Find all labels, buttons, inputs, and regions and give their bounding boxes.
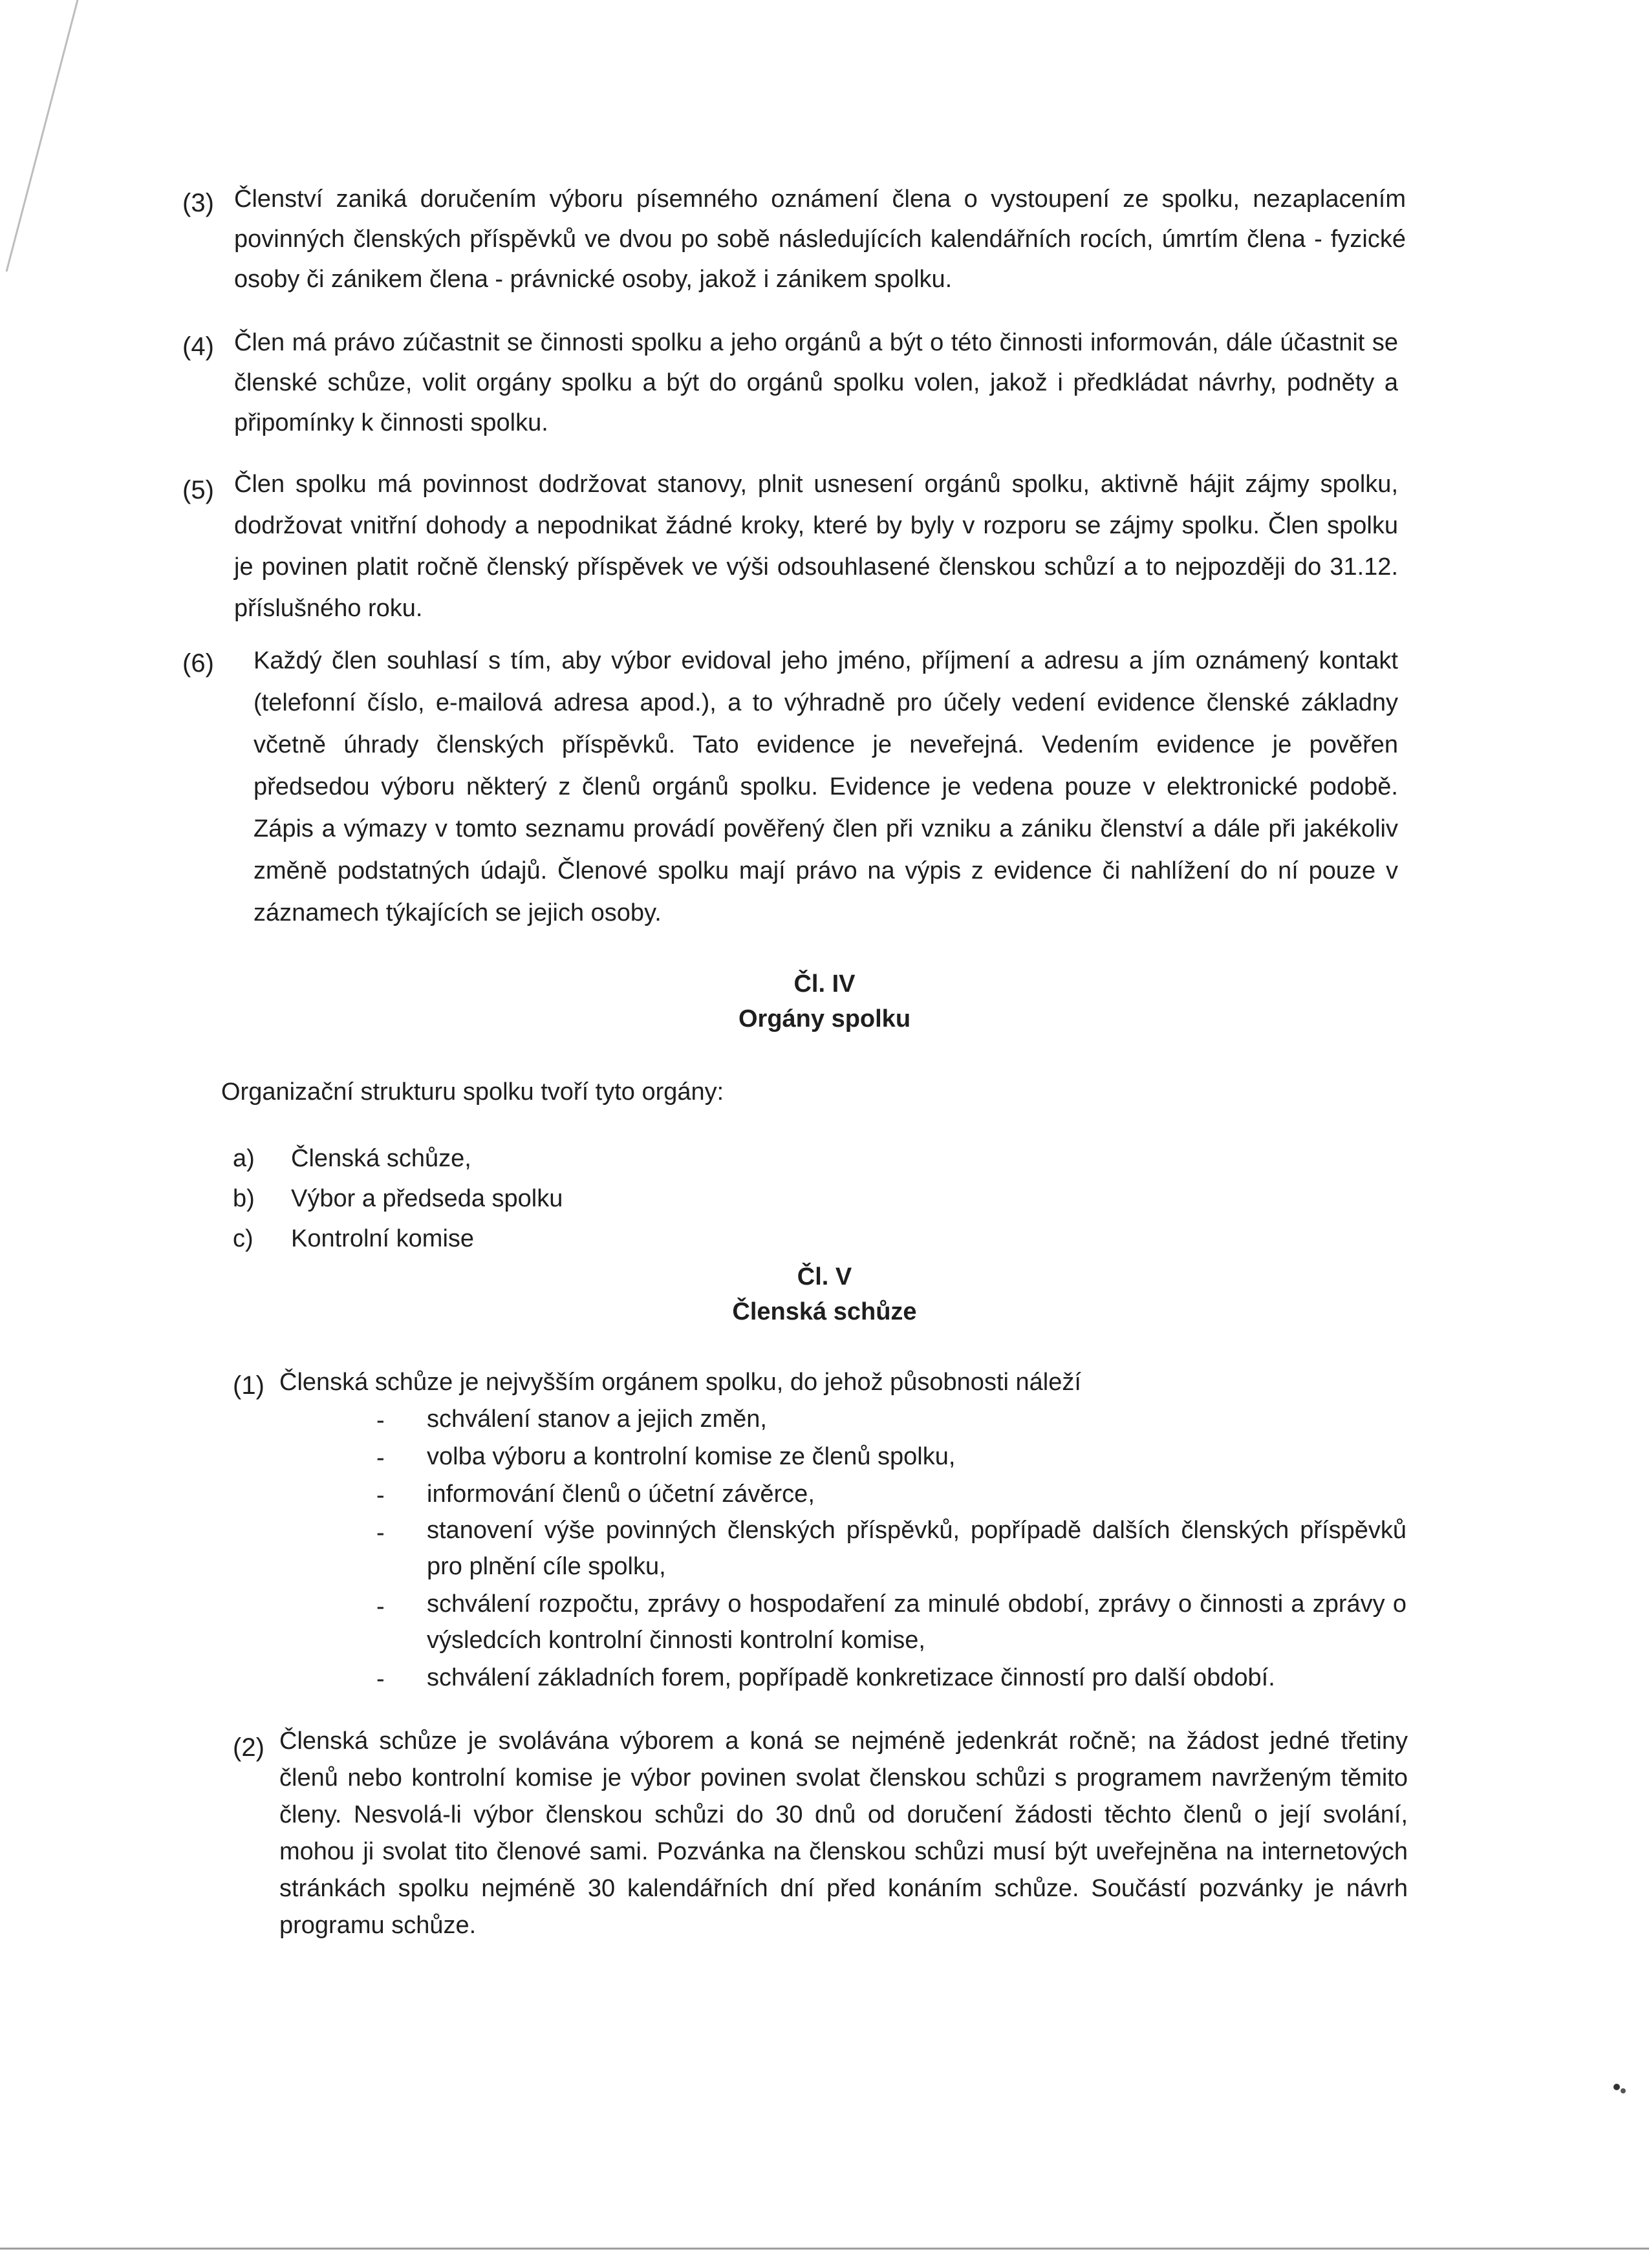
list-item <box>233 1219 474 1259</box>
list-letter: c) <box>233 1225 253 1252</box>
list-item <box>233 1139 471 1179</box>
paragraph-number: (5) <box>182 476 214 504</box>
article-4-number: Čl. IV <box>793 970 856 998</box>
list-item: schválení stanov a jejich změn, <box>427 1406 767 1433</box>
paragraph-4: Člen má právo zúčastnit se činnosti spolku a jeho orgánů a být o této činnosti informován, dále účastnit se členské schůze, volit orgány spolku a být do orgánů spolku volen, jakož i předkládat návrhy, podněty a připomínky k činnosti spolku. <box>234 329 1398 436</box>
paragraph-5: Člen spolku má povinnost dodržovat stanovy, plnit usnesení orgánů spolku, aktivně hájit zájmy spolku, dodržovat vnitřní dohody a nepodnikat žádné kroky, které by byly v rozporu se zájmy spolku. Člen spolku je povinen platit ročně členský příspěvek ve výši odsouhlasené členskou schůzí a to nejpozději do 31.12. příslušného roku. <box>234 471 1398 622</box>
article-5-number: Čl. V <box>797 1263 852 1290</box>
list-text: Členská schůze, <box>291 1145 471 1172</box>
dash-bullet: - <box>376 1482 385 1509</box>
list-item: volba výboru a kontrolní komise ze členů spolku, <box>427 1443 956 1470</box>
paragraph-number: (4) <box>182 332 214 361</box>
paragraph-number: (3) <box>182 189 214 217</box>
list-text: Výbor a předseda spolku <box>291 1185 563 1212</box>
article-4-intro: Organizační strukturu spolku tvoří tyto orgány: <box>221 1078 724 1106</box>
paragraph-3: Členství zaniká doručením výboru písemného oznámení člena o vystoupení ze spolku, nezaplacením povinných členských příspěvků ve dvou po sobě následujících kalendářních rocích, úmrtím člena - fyzické osoby či zánikem člena - právnické osoby, jakož i zánikem spolku. <box>234 186 1406 293</box>
article-5-paragraph-1: Členská schůze je nejvyšším orgánem spolku, do jehož působnosti náleží <box>279 1369 1081 1396</box>
list-item <box>233 1179 563 1219</box>
article-4-title: Orgány spolku <box>738 1005 911 1032</box>
article-5-paragraph-2: Členská schůze je svolávána výborem a koná se nejméně jedenkrát ročně; na žádost jedné třetiny členů nebo kontrolní komise je výbor povinen svolat členskou schůzi s programem navrženým těmito členy. Nesvolá-li výbor členskou schůzi do 30 dnů od doručení žádosti těchto členů o její svolání, mohou ji svolat tito členové sami. Pozvánka na členskou schůzi musí být uveřejněna na internetových stránkách spolku nejméně 30 kalendářních dní před konáním schůze. Součástí pozvánky je návrh programu schůze. <box>279 1728 1408 1939</box>
dash-bullet: - <box>376 1593 385 1620</box>
paragraph-number: (1) <box>233 1371 264 1400</box>
list-item: schválení základních forem, popřípadě konkretizace činností pro další období. <box>427 1664 1275 1691</box>
list-letter: a) <box>233 1145 255 1172</box>
list-item: schválení rozpočtu, zprávy o hospodaření za minulé období, zprávy o činnosti a zprávy o výsledcích kontrolní činnosti kontrolní komise, <box>427 1590 1406 1654</box>
dash-bullet: - <box>376 1519 385 1546</box>
list-item: informování členů o účetní závěrce, <box>427 1481 815 1508</box>
dash-bullet: - <box>376 1444 385 1471</box>
dash-bullet: - <box>376 1665 385 1693</box>
list-text: Kontrolní komise <box>291 1225 475 1252</box>
list-item: stanovení výše povinných členských příspěvků, popřípadě dalších členských příspěvků pro plnění cíle spolku, <box>427 1517 1406 1580</box>
paragraph-number: (2) <box>233 1733 264 1762</box>
paragraph-number: (6) <box>182 649 214 678</box>
dash-bullet: - <box>376 1407 385 1434</box>
list-letter: b) <box>233 1185 255 1212</box>
paragraph-6: Každý člen souhlasí s tím, aby výbor evidoval jeho jméno, příjmení a adresu a jím oznámený kontakt (telefonní číslo, e-mailová adresa apod.), a to výhradně pro účely vedení evidence členské základny včetně úhrady členských příspěvků. Tato evidence je neveřejná. Vedením evidence je pověřen předsedou výboru některý z členů orgánů spolku. Evidence je vedena pouze v elektronické podobě. Zápis a výmazy v tomto seznamu provádí pověřený člen při vzniku a zániku členství a dále při jakékoliv změně podstatných údajů. Členové spolku mají právo na výpis z evidence či nahlížení do ní pouze v záznamech týkajících se jejich osoby. <box>253 647 1398 926</box>
article-5-title: Členská schůze <box>732 1298 917 1325</box>
